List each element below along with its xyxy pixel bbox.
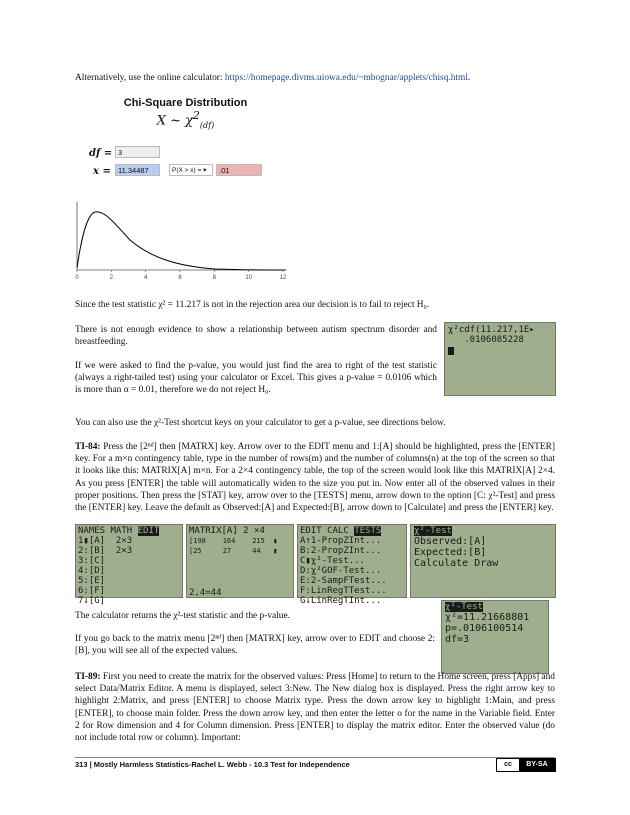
applet-title: Chi-Square Distribution — [123, 97, 248, 109]
applet-formula: X ~ $\chi^2_{(df)}$ — [156, 109, 215, 130]
intro-text: Alternatively, use the online calculator: — [75, 73, 225, 83]
calc-chi2cdf-screen — [444, 322, 556, 396]
ti89-label: TI-89: — [75, 672, 101, 682]
calc-line-2: .0106085228 — [448, 335, 524, 345]
para-ti84: TI-84: Press the [2ⁿᵈ] then [MATRX] key. Arrow over to the EDIT menu and 1:[A] should be highlighted, press the [ENTER] key. For a m×n contingency table, type in the number of rows(m) and the number of columns(n) at the top of the screen so that it looks like this: MATRIX[A] m×n. For a 2×4 contingency table, the top of the screen would look like this MATRIX[A] 2×4. As you press [ENTER] the table will automatically widen to the size you put in. Now enter all of the observed values in their proper positions. Then press the [STAT] key, arrow over to the [TESTS] menu, arrow down to the option [C: χ²-Test] and press the [ENTER] key. Leave the default as Observed:[A] and Expected:[B], arrow down to [Calculate] and press the [ENTER] key. — [75, 442, 555, 514]
ti84-label: TI-84: — [75, 442, 101, 452]
cc-license-badge[interactable]: cc BY-SA — [496, 758, 556, 772]
calc-matrix-menu-screen: NAMES MATH EDIT 1▮[A] 2×3 2:[B] 2×3 3:[C] 4:[D] 5:[E] 6:[F] 7↓[G] — [75, 524, 183, 598]
prob-select[interactable]: P(X > x) = ▾ — [169, 164, 213, 176]
calc-chi2-result-screen: χ²-Test χ²=11.21668801 p=.0106100514 df=3 — [441, 600, 549, 674]
para-returns: The calculator returns the χ²-test statistic and the p-value. — [75, 611, 290, 621]
calc-cursor — [448, 347, 454, 355]
df-input[interactable]: 3 — [115, 146, 160, 158]
chi-square-applet — [75, 97, 296, 284]
intro-line: Alternatively, use the online calculator: https://homepage.divms.uiowa.edu/~mbognar/applets/chisq.html. — [75, 73, 471, 83]
para-decision: Since the test statistic χ² = 11.217 is not in the rejection area our decision is to fail to reject H₀. — [75, 300, 430, 310]
x-input[interactable]: 11.34487 — [115, 164, 160, 176]
x-tick-label: 10 — [245, 275, 253, 281]
x-tick-label: 8 — [212, 275, 217, 281]
para-ti89: TI-89: First you need to create the matrix for the observed values: Press [Home] to return to the Home screen, press [Apps] and select Data/Matrix Editor. A menu is displayed, select 3:New. The New dialog box is displayed. Press the right arrow key to highlight 2:Matrix, and press [ENTER] to choose Matrix type. Press the down arrow key to highlight 1:Main, and press [ENTER], to choose main folder. Press the down arrow key, and then enter the letter o for the name in the Variable field. Enter 2 for Row dimension and 4 for Column dimension. Press [ENTER] to display the matrix editor. Enter the observed value (do not include total row or column). Important: — [75, 672, 555, 744]
footer-rule — [75, 757, 555, 758]
x-tick-label: 0 — [75, 275, 79, 281]
x-label: x = — [93, 166, 111, 177]
x-tick-label: 12 — [279, 275, 287, 281]
prob-input[interactable]: .01 — [216, 164, 262, 176]
x-tick-label: 6 — [178, 275, 182, 281]
para-pvalue: If we were asked to find the p-value, you would just find the area to right of the test statistic (always a right-tailed test) using your calculator or Excel. This gives a p-value = 0.0106 which is more than α = 0.01, therefore we do not reject H₀. — [75, 361, 437, 396]
df-label: df = — [89, 148, 113, 159]
page-footer: 313 | Mostly Harmless Statistics-Rachel L. Webb - 10.3 Test for Independence — [75, 760, 350, 769]
calc-matrix-edit-screen: MATRIX[A] 2 ×4 [198 164 215 ▮ [25 27 44 ▮ 2,4=44 — [186, 524, 294, 598]
applet-link[interactable]: https://homepage.divms.uiowa.edu/~mbognar/applets/chisq.html — [224, 73, 468, 83]
para-expected: If you go back to the matrix menu [2ⁿᵈ] then [MATRX] key, arrow over to EDIT and choose 2:[B], you will see all of the expected values. — [75, 634, 435, 657]
x-tick-label: 4 — [143, 275, 148, 281]
para-shortcut: You can also use the χ²-Test shortcut keys on your calculator to get a p-value, see directions below. — [75, 418, 446, 428]
x-tick-label: 2 — [109, 275, 114, 281]
calc-tests-menu-screen: EDIT CALC TESTS A↑1-PropZInt... B:2-PropZInt... C▮χ²-Test... D:χ²GOF-Test... E:2-SampFTest... F:LinRegTTest... G↓LinRegTInt... — [297, 524, 407, 598]
para-conclusion: There is not enough evidence to show a relationship between autism spectrum disorder and breastfeeding. — [75, 325, 437, 348]
calc-chi2-test-setup-screen: χ²-Test Observed:[A] Expected:[B] Calculate Draw — [410, 524, 556, 598]
density-curve — [77, 212, 285, 270]
calc-line-1: χ²cdf(11.217,1E▸ — [448, 325, 535, 335]
density-plot — [75, 200, 296, 280]
